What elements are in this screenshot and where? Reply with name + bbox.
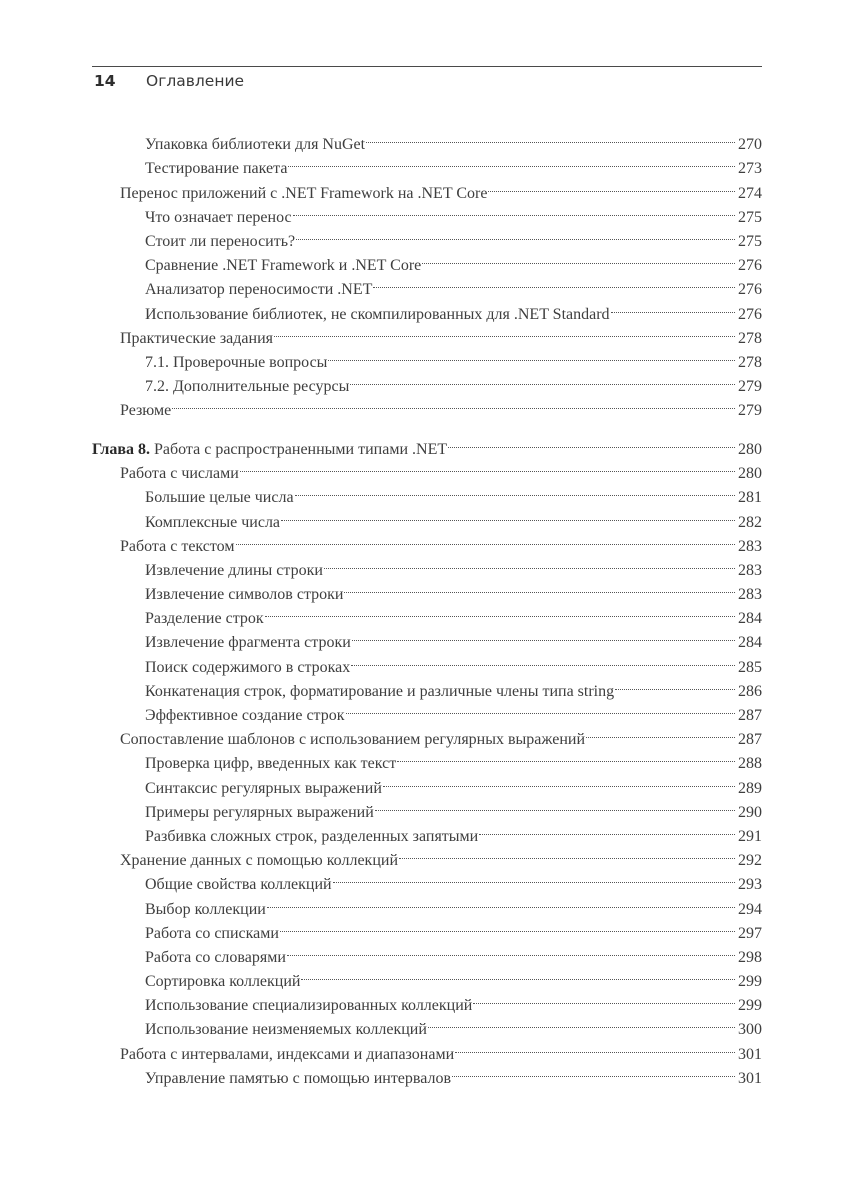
toc-entry-label: Работа с интервалами, индексами и диапазонами — [120, 1045, 455, 1063]
dot-leader — [301, 962, 735, 986]
header-page-number: 14 — [94, 72, 116, 90]
toc-entry-label: Разделение строк — [145, 610, 264, 628]
toc-page-number: 280 — [738, 465, 762, 483]
toc-entry-label: Анализатор переносимости .NET — [145, 281, 373, 299]
toc-entry-label: Большие целые числа — [145, 489, 294, 507]
dot-leader — [236, 527, 736, 551]
toc-page-number: 297 — [738, 924, 762, 942]
toc-entry-label: Работа со словарями — [145, 948, 286, 966]
toc-page-number: 278 — [738, 353, 762, 371]
dot-leader — [615, 672, 735, 696]
dot-leader — [324, 551, 735, 575]
toc-entry-label: Извлечение длины строки — [145, 561, 323, 579]
header-title: Оглавление — [146, 72, 245, 90]
toc-entry-label: Конкатенация строк, форматирование и различные члены типа string — [145, 682, 615, 700]
toc-page-number: 301 — [738, 1045, 762, 1063]
toc-entry-label: Упаковка библиотеки для NuGet — [145, 136, 366, 154]
dot-leader — [352, 623, 735, 647]
toc-page-number: 300 — [738, 1021, 762, 1039]
toc-entry-label: Практические задания — [120, 329, 274, 347]
dot-leader — [452, 1059, 735, 1083]
toc-entry-label: Стоит ли переносить? — [145, 232, 296, 250]
toc-entry-label: Комплексные числа — [145, 513, 281, 531]
toc-entry-label: Сортировка коллекций — [145, 973, 301, 991]
toc-entry-label: Работа с числами — [120, 465, 239, 483]
dot-leader — [375, 793, 735, 817]
toc-entry-label: Извлечение символов строки — [145, 586, 344, 604]
dot-leader — [344, 575, 735, 599]
toc-page-number: 293 — [738, 876, 762, 894]
dot-leader — [274, 319, 735, 343]
toc-entry-label: 7.2. Дополнительные ресурсы — [145, 378, 350, 396]
dot-leader — [397, 744, 735, 768]
toc-page-number: 283 — [738, 561, 762, 579]
toc-page-number: 276 — [738, 257, 762, 275]
toc-page-number: 290 — [738, 803, 762, 821]
toc-page-number: 284 — [738, 634, 762, 652]
toc-entry-label: Резюме — [120, 402, 172, 420]
toc-page-number: 291 — [738, 827, 762, 845]
toc-page-number: 287 — [738, 707, 762, 724]
toc-entry-label: Общие свойства коллекций — [145, 876, 332, 894]
toc-entry-label: Использование библиотек, не скомпилированных для .NET Standard — [145, 305, 610, 323]
toc-page-number: 283 — [738, 537, 762, 555]
dot-leader — [366, 125, 735, 149]
toc-page-number: 298 — [738, 948, 762, 966]
toc-page-number: 281 — [738, 489, 762, 507]
toc-page-number: 285 — [738, 658, 762, 676]
chapter-title: Работа с распространенными типами .NET — [154, 440, 448, 458]
toc-entry-label: Перенос приложений с .NET Framework на .NET Core — [120, 184, 488, 202]
toc-entry-label: Примеры регулярных выражений — [145, 803, 374, 821]
dot-leader — [455, 1034, 735, 1058]
toc-entry-label: Работа с текстом — [120, 537, 235, 555]
toc-page-number: 299 — [738, 973, 762, 991]
toc-page-number: 287 — [738, 731, 762, 749]
dot-leader — [473, 986, 735, 1010]
toc-page-number: 288 — [738, 755, 762, 773]
chapter-prefix: Глава 8. — [92, 440, 150, 458]
dot-leader — [281, 502, 735, 526]
dot-leader — [333, 865, 735, 889]
toc-page-number: 276 — [738, 281, 762, 299]
toc-entry-label: Эффективное создание строк — [145, 707, 345, 724]
toc-entry-label: Проверка цифр, введенных как текст — [145, 755, 397, 773]
dot-leader — [267, 889, 735, 913]
dot-leader — [351, 647, 735, 671]
toc-page-number: 301 — [738, 1069, 762, 1087]
dot-leader — [346, 696, 736, 720]
dot-leader — [383, 768, 735, 792]
toc-page-number: 282 — [738, 513, 762, 531]
toc-entry-label: Разбивка сложных строк, разделенных запятыми — [145, 827, 479, 845]
header-rule — [92, 66, 762, 67]
toc-entry-label: Извлечение фрагмента строки — [145, 634, 351, 652]
dot-leader — [488, 173, 735, 197]
toc-page-number: 270 — [738, 136, 762, 154]
toc-page-number: 274 — [738, 184, 762, 202]
dot-leader — [265, 599, 735, 623]
toc-entry-label: 7.1. Проверочные вопросы — [145, 353, 328, 371]
toc-entry-label: Что означает перенос — [145, 208, 292, 226]
dot-leader — [399, 841, 735, 865]
toc-entry-label: Выбор коллекции — [145, 900, 266, 918]
dot-leader — [611, 294, 735, 318]
dot-leader — [373, 270, 735, 294]
toc-entry-label: Сравнение .NET Framework и .NET Core — [145, 257, 422, 275]
toc-entry-label: Сопоставление шаблонов с использованием регулярных выражений — [120, 731, 586, 749]
toc-entry-label: Поиск содержимого в строках — [145, 658, 351, 676]
toc-page-number: 279 — [738, 402, 762, 420]
toc-page-number: 292 — [738, 852, 762, 870]
toc-entry-label: Хранение данных с помощью коллекций — [120, 852, 398, 870]
toc-page-number: 279 — [738, 378, 762, 396]
dot-leader — [280, 914, 735, 938]
toc-entry-label: Использование неизменяемых коллекций — [145, 1021, 427, 1039]
dot-leader — [240, 454, 735, 478]
dot-leader — [422, 246, 735, 270]
toc-page-number: 299 — [738, 997, 762, 1015]
table-of-contents — [92, 125, 762, 1087]
dot-leader — [479, 817, 735, 841]
toc-entry[interactable] — [92, 391, 762, 420]
dot-leader — [448, 430, 735, 454]
dot-leader — [328, 343, 735, 367]
toc-page-number: 273 — [738, 160, 762, 178]
dot-leader — [296, 222, 735, 246]
toc-page-number: 283 — [738, 586, 762, 604]
toc-entry-label: Работа со списками — [145, 924, 279, 942]
toc-page-number: 275 — [738, 208, 762, 226]
toc-page-number: 276 — [738, 305, 762, 323]
running-header — [94, 72, 244, 90]
toc-page-number: 289 — [738, 779, 762, 797]
dot-leader — [288, 149, 735, 173]
dot-leader — [350, 367, 735, 391]
toc-entry-label: Синтаксис регулярных выражений — [145, 779, 382, 797]
dot-leader — [287, 938, 735, 962]
dot-leader — [428, 1010, 735, 1034]
toc-page-number: 284 — [738, 610, 762, 628]
dot-leader — [586, 720, 735, 744]
toc-chapter-entry[interactable] — [92, 430, 762, 458]
dot-leader — [293, 198, 735, 222]
toc-page-number: 294 — [738, 900, 762, 918]
toc-page-number: 286 — [738, 682, 762, 700]
toc-page-number: 278 — [738, 329, 762, 347]
toc-entry-label: Тестирование пакета — [145, 160, 288, 178]
toc-entry[interactable] — [92, 125, 762, 154]
dot-leader — [172, 391, 735, 415]
toc-page-number: 275 — [738, 232, 762, 250]
dot-leader — [295, 478, 735, 502]
toc-page-number: 280 — [738, 440, 762, 458]
toc-entry-label: Использование специализированных коллекций — [145, 997, 473, 1015]
toc-entry-label: Управление памятью с помощью интервалов — [145, 1069, 452, 1087]
